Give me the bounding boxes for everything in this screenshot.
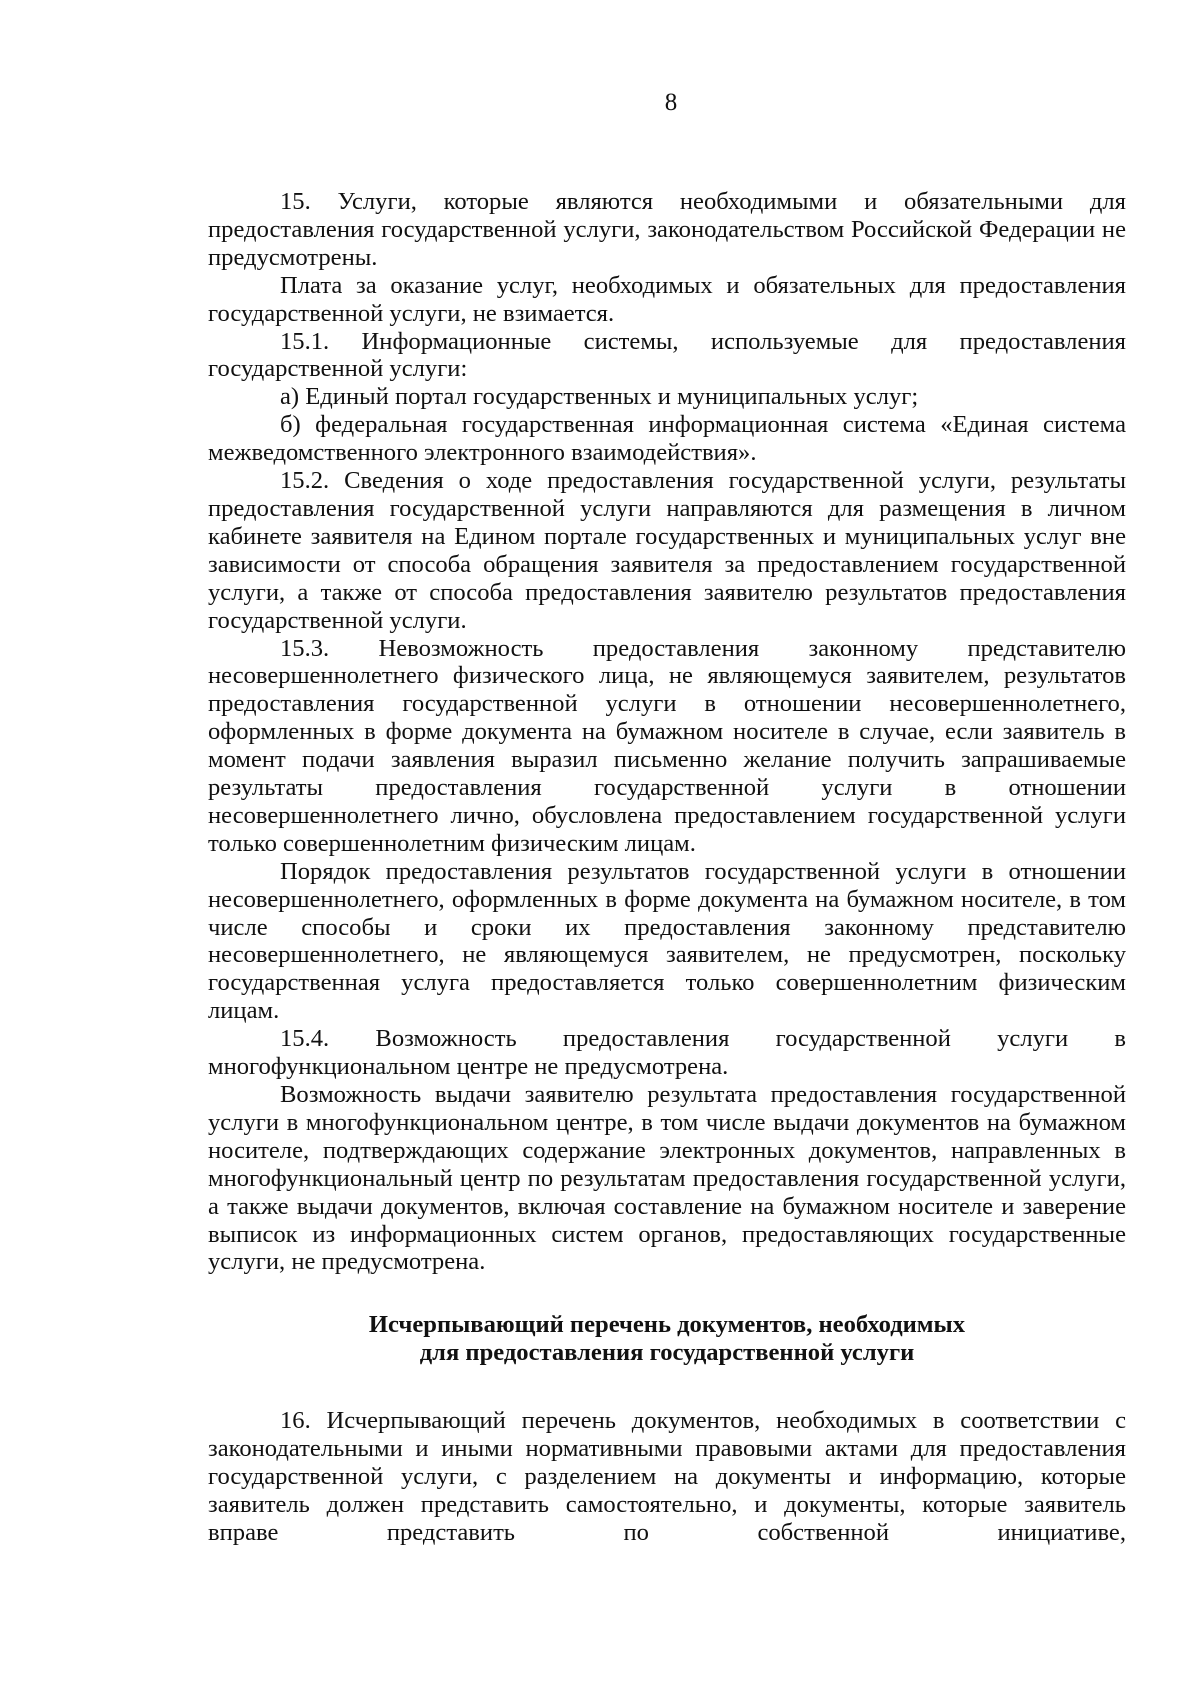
document-body-continued <box>208 1407 1126 1547</box>
page-number: 8 <box>664 89 678 116</box>
list-item-a: а) Единый портал государственных и муниципальных услуг; <box>280 383 919 411</box>
document-body <box>208 188 1126 1276</box>
paragraph-15-3: 15.3. Невозможность предоставления законному представителю несовершеннолетнего физического лица, не являющемуся заявителем, результатов предоставления государственной услуги в отношении несовершеннолетнего, оформленных в форме документа на бумажном носителе в случае, если заявитель в момент подачи заявления выразил письменно желание получить запрашиваемые результаты предоставления государственной услуги в отношении несовершеннолетнего лично, обусловлена предоставлением государственной услуги только совершеннолетним физическим лицам. <box>208 634 1126 857</box>
paragraph-fee: Плата за оказание услуг, необходимых и обязательных для предоставления государственной услуги, не взимается. <box>208 271 1126 327</box>
list-item-b: б) федеральная государственная информационная система «Единая система межведомственного электронного взаимодействия». <box>208 411 1126 467</box>
section-heading-line-1: Исчерпывающий перечень документов, необходимых <box>368 1311 966 1338</box>
section-heading <box>208 1311 1126 1367</box>
paragraph-15-1: 15.1. Информационные системы, используемые для предоставления государственной услуги: <box>208 327 1126 383</box>
paragraph-15-4: 15.4. Возможность предоставления государственной услуги в многофункциональном центре не предусмотрена. <box>208 1025 1126 1081</box>
paragraph-15-2: 15.2. Сведения о ходе предоставления государственной услуги, результаты предоставления государственной услуги направляются для размещения в личном кабинете заявителя на Едином портале государственных и муниципальных услуг вне зависимости от способа обращения заявителя за предоставлением государственной услуги, а также от способа предоставления заявителю результатов предоставления государственной услуги. <box>208 467 1126 634</box>
paragraph-procedure: Порядок предоставления результатов государственной услуги в отношении несовершеннолетнего, оформленных в форме документа на бумажном носителе, в том числе способы и сроки их предоставления законному представителю несовершеннолетнего, не являющемуся заявителем, не предусмотрен, поскольку государственная услуга предоставляется только совершеннолетним физическим лицам. <box>208 857 1126 1025</box>
section-heading-line-2: для предоставления государственной услуги <box>419 1339 915 1366</box>
paragraph-16: 16. Исчерпывающий перечень документов, необходимых в соответствии с законодательными и иными нормативными правовыми актами для предоставления государственной услуги, с разделением на документы и информацию, которые заявитель должен представить самостоятельно, и документы, которые заявитель вправе представить по собственной инициативе, <box>208 1407 1126 1546</box>
paragraph-issuance: Возможность выдачи заявителю результата предоставления государственной услуги в многофункциональном центре, в том числе выдачи документов на бумажном носителе, подтверждающих содержание электронных документов, направленных в многофункциональный центр по результатам предоставления государственной услуги, а также выдачи документов, включая составление на бумажном носителе и заверение выписок из информационных систем органов, предоставляющих государственные услуги, не предусмотрена. <box>208 1081 1126 1276</box>
paragraph-15: 15. Услуги, которые являются необходимыми и обязательными для предоставления государственной услуги, законодательством Российской Федерации не предусмотрены. <box>208 188 1126 271</box>
